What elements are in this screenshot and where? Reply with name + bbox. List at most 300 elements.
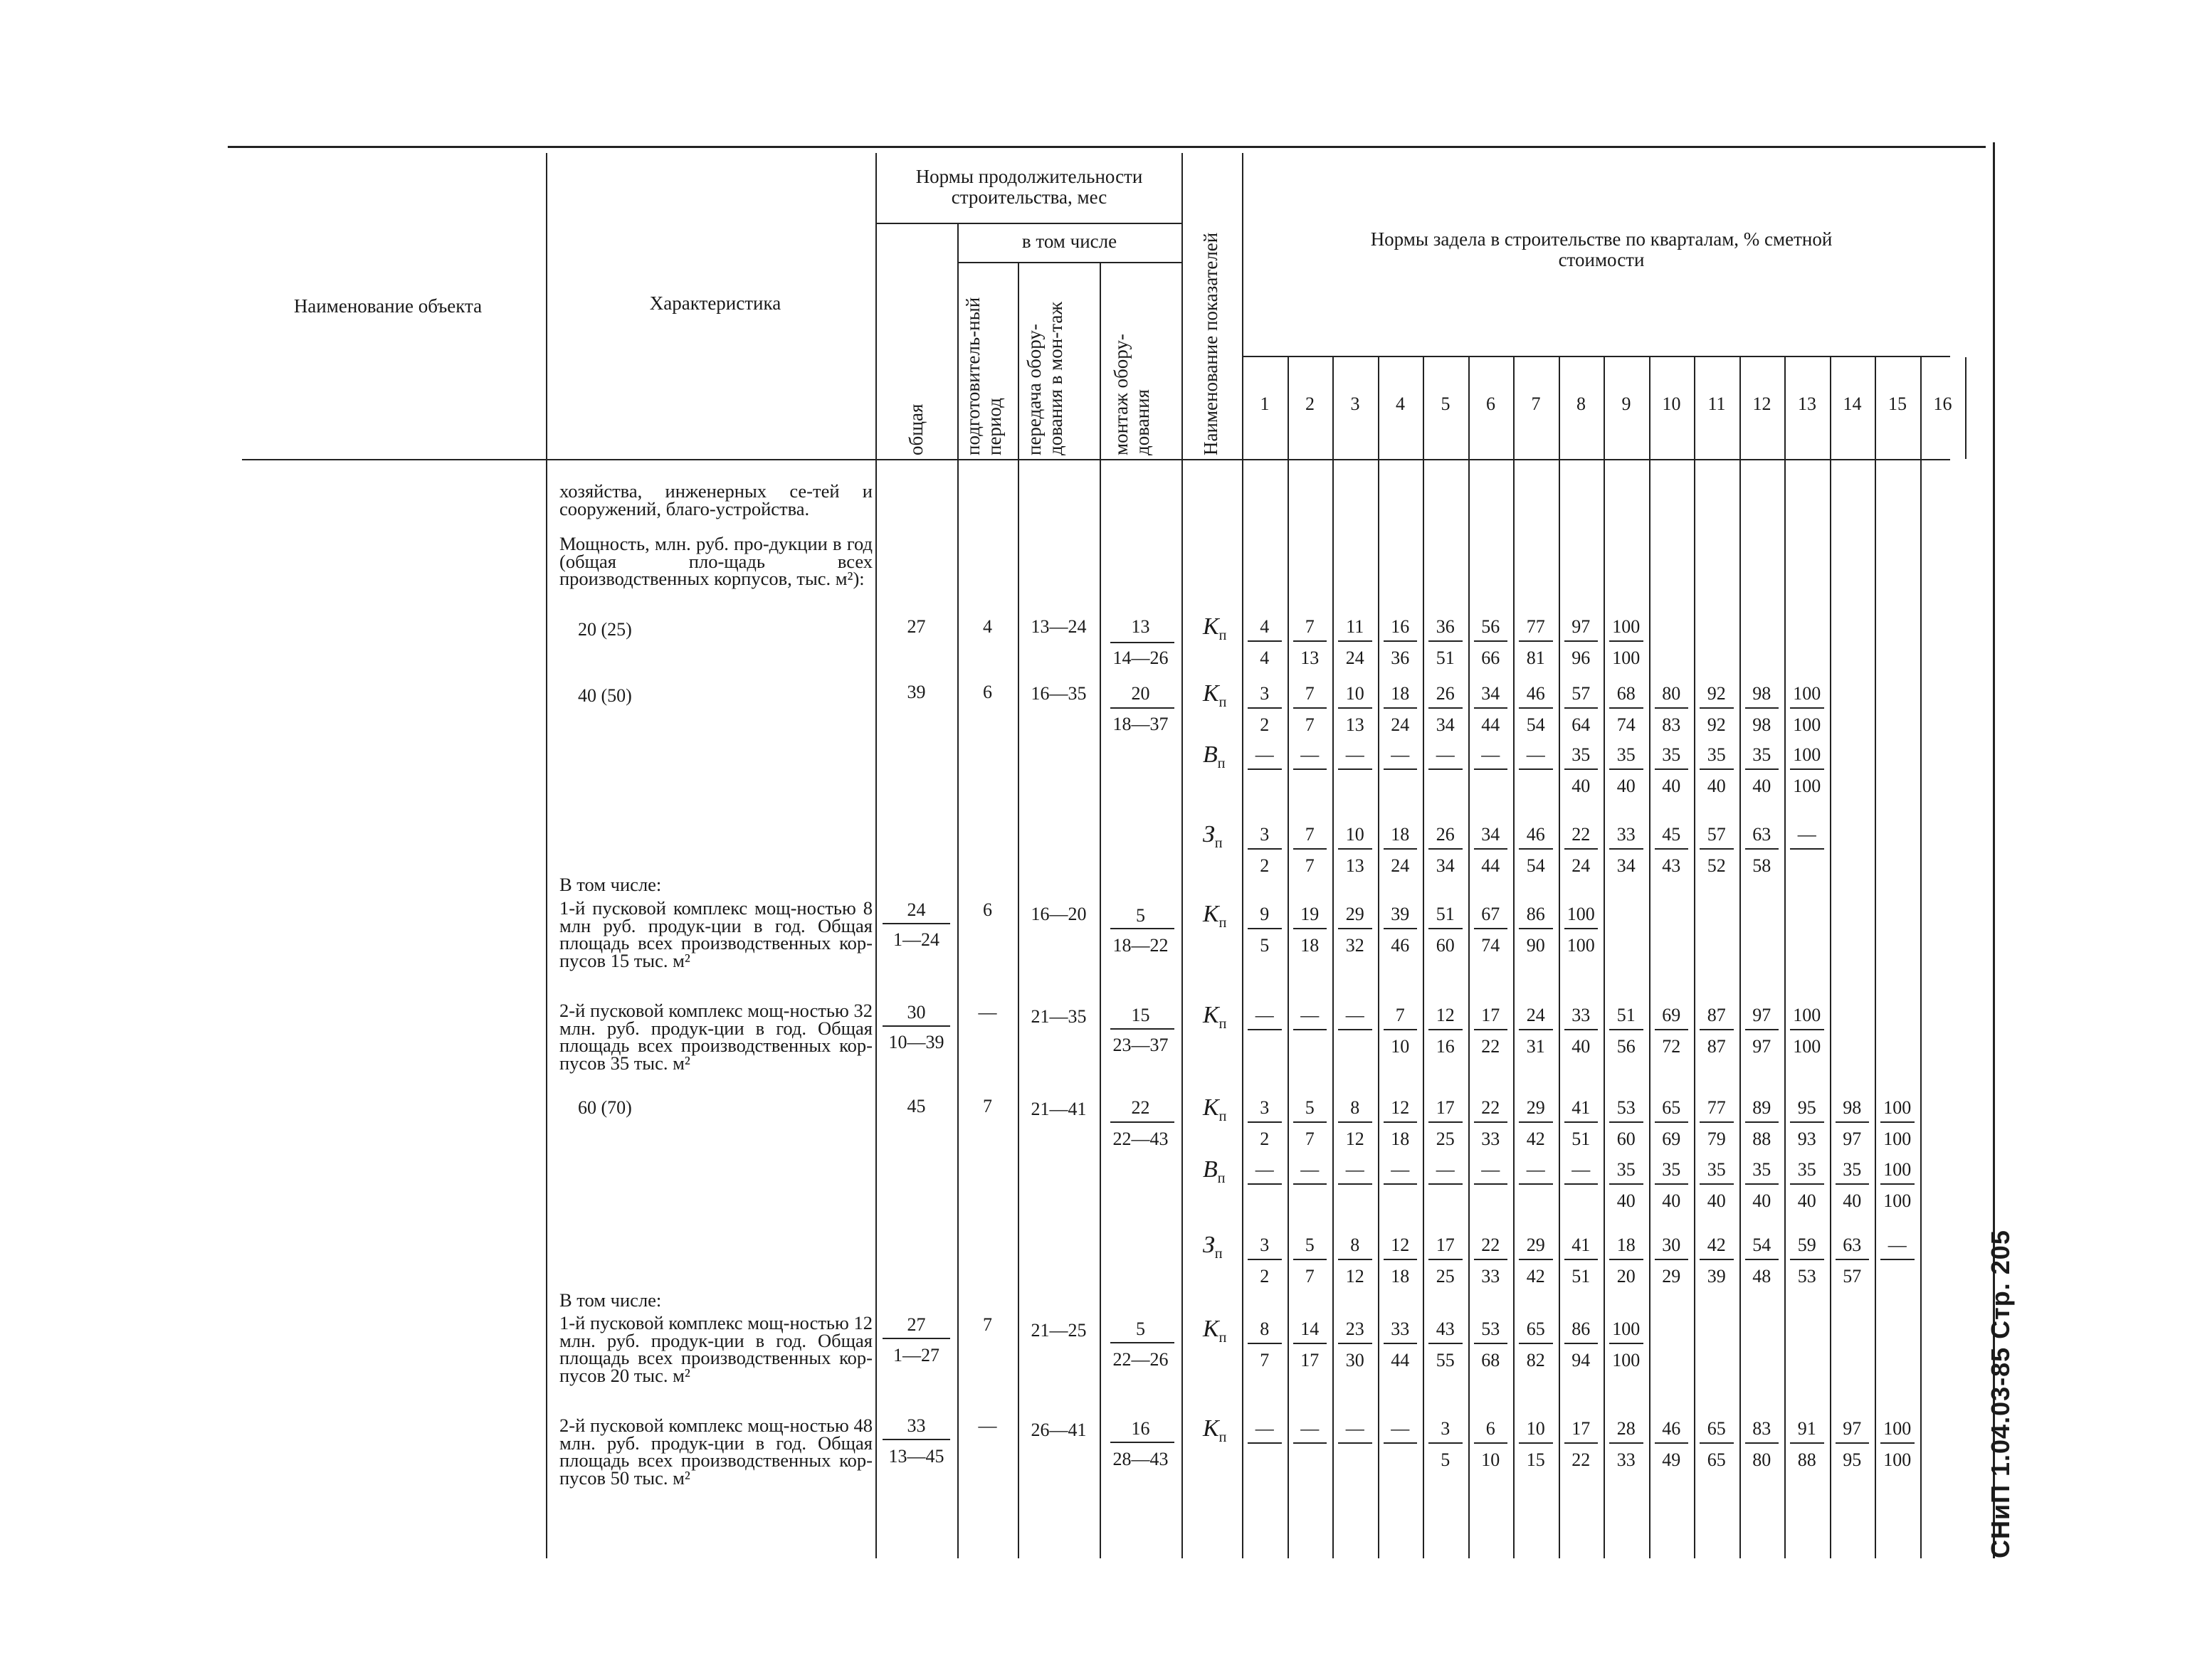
frac-line: [1338, 848, 1372, 850]
backlog-top-value: 22: [1481, 1235, 1500, 1255]
backlog-bottom-value: 90: [1526, 935, 1545, 956]
backlog-top-value: 4: [1260, 616, 1270, 637]
backlog-top-value: —: [1300, 1418, 1320, 1439]
frac-line: [1880, 1183, 1915, 1185]
dur-install-bot: 18—22: [1112, 935, 1169, 956]
dur-total: 27: [907, 616, 926, 637]
frac-line: [1384, 1442, 1418, 1444]
backlog-top-value: —: [1391, 1159, 1410, 1180]
frac-line: [1880, 1259, 1915, 1260]
backlog-top-value: 35: [1616, 1159, 1636, 1180]
backlog-bottom-value: 51: [1571, 1129, 1591, 1149]
backlog-top-value: —: [1436, 744, 1455, 765]
backlog-bottom-value: 72: [1662, 1036, 1681, 1057]
quarter-number: 3: [1350, 393, 1360, 414]
frac-line: [1248, 1442, 1282, 1444]
backlog-top-value: 33: [1391, 1319, 1410, 1339]
frac-line: [1293, 707, 1327, 709]
indicator-symbol: $К_п$: [1203, 1316, 1227, 1346]
quarters-header-rule: [1242, 356, 1950, 357]
backlog-bottom-value: 40: [1616, 1190, 1636, 1211]
quarter-number: 1: [1260, 393, 1270, 414]
backlog-top-value: 10: [1345, 824, 1364, 845]
incl-header-rule: [957, 262, 1181, 263]
frac-line: [1745, 1259, 1779, 1260]
backlog-top-value: 92: [1707, 683, 1726, 704]
backlog-top-value: 30: [1662, 1235, 1681, 1255]
backlog-top-value: —: [1526, 744, 1545, 765]
dur-install-bot: 18—37: [1112, 714, 1169, 734]
backlog-top-value: 18: [1391, 683, 1410, 704]
backlog-bottom-value: 7: [1305, 714, 1315, 735]
frac-line: [1880, 1442, 1915, 1444]
backlog-top-value: 17: [1436, 1097, 1455, 1118]
backlog-top-value: 7: [1395, 1005, 1405, 1025]
backlog-bottom-value: 12: [1345, 1129, 1364, 1149]
frac-line: [1110, 707, 1174, 709]
dur-total-bot: 1—24: [893, 929, 939, 950]
frac-line: [1609, 1343, 1643, 1344]
frac-line: [1655, 1442, 1689, 1444]
backlog-top-value: 35: [1752, 1159, 1771, 1180]
frac-line: [1384, 707, 1418, 709]
backlog-top-value: —: [1345, 1159, 1364, 1180]
backlog-top-value: 100: [1883, 1097, 1912, 1118]
incl-label-1: В том числе:: [559, 874, 662, 895]
dur-install-top: 16: [1131, 1418, 1150, 1439]
backlog-top-value: 24: [1526, 1005, 1545, 1025]
backlog-bottom-value: 29: [1662, 1266, 1681, 1287]
frac-line: [1745, 707, 1779, 709]
frac-line: [1293, 848, 1327, 850]
backlog-top-value: 39: [1391, 904, 1410, 924]
frac-line: [1338, 1121, 1372, 1123]
header-indicator-name: Наименование показателей: [1200, 232, 1221, 455]
char-block2: Мощность, млн. руб. про-дукции в год (общая пло-щадь всех производственных корпусов, тыс. м²):: [559, 533, 873, 589]
backlog-bottom-value: 82: [1526, 1350, 1545, 1370]
backlog-top-value: 10: [1526, 1418, 1545, 1439]
backlog-top-value: 18: [1391, 824, 1410, 845]
quarter-number: 4: [1396, 393, 1405, 414]
quarter-number: 6: [1486, 393, 1495, 414]
frac-line: [1880, 1121, 1915, 1123]
frac-line: [1474, 707, 1508, 709]
backlog-bottom-value: 46: [1391, 935, 1410, 956]
backlog-bottom-value: 52: [1707, 855, 1726, 876]
backlog-top-value: 57: [1707, 824, 1726, 845]
frac-line: [1564, 1121, 1599, 1123]
backlog-bottom-value: 5: [1441, 1449, 1450, 1470]
backlog-bottom-value: 7: [1260, 1350, 1270, 1370]
frac-line: [1428, 1121, 1463, 1123]
backlog-top-value: 80: [1662, 683, 1681, 704]
frac-line: [1110, 1442, 1174, 1443]
backlog-bottom-value: 74: [1481, 935, 1500, 956]
backlog-top-value: 68: [1616, 683, 1636, 704]
dur-install-bot: 22—26: [1112, 1349, 1169, 1370]
backlog-bottom-value: 100: [1612, 648, 1641, 668]
backlog-bottom-value: 98: [1752, 714, 1771, 735]
frac-line: [1338, 1343, 1372, 1344]
frac-line: [1293, 1183, 1327, 1185]
quarter-number: 10: [1662, 393, 1681, 414]
quarter-number: 5: [1441, 393, 1450, 414]
frac-line: [1428, 1259, 1463, 1260]
char-pk2a: 2-й пусковой комплекс мощ-ностью 32 млн. руб. продук-ции в год. Общая площадь всех производственных кор-пусов 35 тыс. м²: [559, 1000, 873, 1074]
dur-total-bot: 13—45: [888, 1446, 944, 1467]
backlog-top-value: 19: [1300, 904, 1320, 924]
backlog-bottom-value: 51: [1571, 1266, 1591, 1287]
backlog-top-value: —: [1300, 744, 1320, 765]
backlog-top-value: 35: [1662, 1159, 1681, 1180]
col-divider: [546, 153, 547, 1558]
backlog-bottom-value: 100: [1883, 1449, 1912, 1470]
frac-line: [1110, 1342, 1174, 1343]
backlog-top-value: 100: [1612, 1319, 1641, 1339]
frac-line: [1428, 928, 1463, 929]
col-divider: [875, 153, 877, 1558]
frac-line: [1655, 1259, 1689, 1260]
frac-line: [1338, 1442, 1372, 1444]
frac-line: [1519, 768, 1553, 770]
backlog-top-value: 59: [1797, 1235, 1816, 1255]
frac-line: [1428, 768, 1463, 770]
backlog-bottom-value: 31: [1526, 1036, 1545, 1057]
backlog-bottom-value: 97: [1843, 1129, 1862, 1149]
backlog-top-value: 65: [1526, 1319, 1545, 1339]
frac-line: [1428, 707, 1463, 709]
backlog-top-value: 33: [1571, 1005, 1591, 1025]
backlog-bottom-value: 7: [1305, 1129, 1315, 1149]
frac-line: [1609, 1259, 1643, 1260]
frac-line: [1745, 1183, 1779, 1185]
col-divider: [1181, 153, 1183, 1558]
backlog-bottom-value: 88: [1752, 1129, 1771, 1149]
frac-line: [1519, 1121, 1553, 1123]
backlog-top-value: 36: [1436, 616, 1455, 637]
frac-line: [1790, 1183, 1824, 1185]
backlog-top-value: 46: [1662, 1418, 1681, 1439]
backlog-bottom-value: 15: [1526, 1449, 1545, 1470]
backlog-bottom-value: 58: [1752, 855, 1771, 876]
dur-install-top: 22: [1131, 1097, 1150, 1118]
backlog-bottom-value: 53: [1797, 1266, 1816, 1287]
frac-line: [1338, 640, 1372, 642]
frac-line: [1519, 707, 1553, 709]
frac-line: [1836, 1442, 1870, 1444]
backlog-top-value: 3: [1260, 824, 1270, 845]
backlog-top-value: 5: [1305, 1097, 1315, 1118]
frac-line: [1474, 1343, 1508, 1344]
quarter-col-divider: [1694, 357, 1695, 1558]
quarter-number: 8: [1576, 393, 1586, 414]
backlog-top-value: 3: [1260, 1097, 1270, 1118]
backlog-top-value: 86: [1571, 1319, 1591, 1339]
header-duration-norms: Нормы продолжительности строительства, мес: [915, 166, 1143, 208]
frac-line: [1609, 1442, 1643, 1444]
frac-line: [1110, 928, 1174, 929]
dur-install-top: 20: [1131, 683, 1150, 704]
frac-line: [1338, 1259, 1372, 1260]
backlog-top-value: —: [1391, 744, 1410, 765]
backlog-bottom-value: 40: [1843, 1190, 1862, 1211]
dur-transfer: 26—41: [1031, 1420, 1087, 1440]
dur-transfer: 21—25: [1031, 1320, 1087, 1341]
frac-line: [1293, 1029, 1327, 1030]
frac-line: [1248, 1343, 1282, 1344]
dur-prep: 7: [983, 1314, 992, 1335]
backlog-top-value: —: [1255, 1418, 1274, 1439]
frac-line: [1700, 707, 1734, 709]
frac-line: [1248, 928, 1282, 929]
backlog-bottom-value: 13: [1300, 648, 1320, 668]
backlog-top-value: 12: [1436, 1005, 1455, 1025]
backlog-top-value: 51: [1616, 1005, 1636, 1025]
backlog-top-value: —: [1526, 1159, 1545, 1180]
backlog-top-value: 3: [1260, 1235, 1270, 1255]
quarter-col-divider: [1468, 357, 1470, 1558]
backlog-bottom-value: 7: [1305, 1266, 1315, 1287]
incl-label-2: В том числе:: [559, 1289, 662, 1311]
frac-line: [1609, 1029, 1643, 1030]
frac-line: [1745, 1121, 1779, 1123]
backlog-top-value: 35: [1752, 744, 1771, 765]
backlog-bottom-value: 40: [1571, 776, 1591, 796]
backlog-bottom-value: 40: [1797, 1190, 1816, 1211]
indicator-symbol: $К_п$: [1203, 613, 1227, 643]
backlog-bottom-value: 20: [1616, 1266, 1636, 1287]
dur-prep: —: [978, 1415, 997, 1436]
frac-line: [1248, 1183, 1282, 1185]
backlog-bottom-value: 40: [1752, 1190, 1771, 1211]
dur-total-bot: 10—39: [888, 1032, 944, 1052]
frac-line: [1519, 1029, 1553, 1030]
frac-line: [1564, 707, 1599, 709]
quarter-number: 9: [1621, 393, 1631, 414]
char-pk1b: 1-й пусковой комплекс мощ-ностью 12 млн. руб. продук-ции в год. Общая площадь всех производственных кор-пусов 20 тыс. м²: [559, 1312, 873, 1386]
backlog-bottom-value: 36: [1391, 648, 1410, 668]
backlog-bottom-value: 24: [1571, 855, 1591, 876]
quarter-col-divider: [1378, 357, 1379, 1558]
dur-prep: 6: [983, 682, 992, 702]
backlog-top-value: 86: [1526, 904, 1545, 924]
frac-line: [1700, 1442, 1734, 1444]
col-divider: [1018, 263, 1019, 1558]
quarter-col-divider: [1288, 357, 1289, 1558]
frac-line: [1293, 1259, 1327, 1260]
backlog-top-value: 26: [1436, 824, 1455, 845]
backlog-top-value: 46: [1526, 824, 1545, 845]
frac-line: [1519, 1442, 1553, 1444]
frac-line: [1248, 848, 1282, 850]
frac-line: [1293, 640, 1327, 642]
dur-transfer: 21—35: [1031, 1006, 1087, 1027]
backlog-top-value: 35: [1616, 744, 1636, 765]
backlog-bottom-value: 87: [1707, 1036, 1726, 1057]
frac-line: [1609, 1121, 1643, 1123]
frac-line: [1384, 928, 1418, 929]
frac-line: [1564, 928, 1599, 929]
backlog-top-value: 28: [1616, 1418, 1636, 1439]
frac-line: [1564, 1442, 1599, 1444]
backlog-top-value: 42: [1707, 1235, 1726, 1255]
backlog-top-value: 100: [1793, 1005, 1821, 1025]
quarter-col-divider: [1423, 357, 1424, 1558]
backlog-top-value: 34: [1481, 683, 1500, 704]
dur-install-top: 13: [1131, 616, 1150, 637]
backlog-bottom-value: 92: [1707, 714, 1726, 735]
frac-line: [1474, 1442, 1508, 1444]
frac-line: [1248, 707, 1282, 709]
backlog-bottom-value: 44: [1481, 855, 1500, 876]
frac-line: [1655, 1029, 1689, 1030]
frac-line: [1338, 1029, 1372, 1030]
quarter-number: 15: [1888, 393, 1907, 414]
backlog-bottom-value: 80: [1752, 1449, 1771, 1470]
quarter-col-divider: [1559, 357, 1560, 1558]
frac-line: [1655, 707, 1689, 709]
frac-line: [1790, 1442, 1824, 1444]
duration-header-rule: [875, 223, 1181, 224]
frac-line: [1384, 768, 1418, 770]
frac-line: [1836, 1183, 1870, 1185]
dur-total: 39: [907, 682, 926, 702]
frac-line: [1700, 1121, 1734, 1123]
backlog-bottom-value: 22: [1481, 1036, 1500, 1057]
backlog-bottom-value: 33: [1616, 1449, 1636, 1470]
dur-prep: —: [978, 1002, 997, 1023]
backlog-bottom-value: 4: [1260, 648, 1270, 668]
backlog-top-value: —: [1345, 744, 1364, 765]
frac-line: [1790, 707, 1824, 709]
frac-line: [1293, 768, 1327, 770]
backlog-top-value: 63: [1752, 824, 1771, 845]
backlog-top-value: 14: [1300, 1319, 1320, 1339]
backlog-top-value: 17: [1571, 1418, 1591, 1439]
backlog-top-value: 100: [1567, 904, 1595, 924]
backlog-bottom-value: 83: [1662, 714, 1681, 735]
frac-line: [1519, 1183, 1553, 1185]
frac-line: [1110, 1121, 1174, 1123]
backlog-top-value: 12: [1391, 1097, 1410, 1118]
backlog-bottom-value: 10: [1391, 1036, 1410, 1057]
backlog-top-value: 17: [1481, 1005, 1500, 1025]
backlog-bottom-value: 40: [1616, 776, 1636, 796]
backlog-top-value: 53: [1481, 1319, 1500, 1339]
backlog-top-value: 33: [1616, 824, 1636, 845]
backlog-top-value: 97: [1571, 616, 1591, 637]
backlog-bottom-value: 34: [1436, 855, 1455, 876]
backlog-top-value: 51: [1436, 904, 1455, 924]
backlog-bottom-value: 40: [1571, 1036, 1591, 1057]
indicator-symbol: $К_п$: [1203, 1415, 1227, 1445]
backlog-top-value: 34: [1481, 824, 1500, 845]
backlog-bottom-value: 34: [1436, 714, 1455, 735]
backlog-top-value: 7: [1305, 683, 1315, 704]
frac-line: [883, 1439, 950, 1440]
frac-line: [1519, 640, 1553, 642]
backlog-top-value: 91: [1797, 1418, 1816, 1439]
backlog-top-value: 35: [1707, 1159, 1726, 1180]
dur-transfer: 21—41: [1031, 1099, 1087, 1119]
indicator-symbol: $З_п$: [1203, 1232, 1223, 1262]
backlog-bottom-value: 16: [1436, 1036, 1455, 1057]
indicator-symbol: $К_п$: [1203, 1002, 1227, 1032]
frac-line: [1338, 768, 1372, 770]
top-rule: [228, 146, 1986, 148]
backlog-bottom-value: 97: [1752, 1036, 1771, 1057]
backlog-top-value: —: [1345, 1005, 1364, 1025]
quarter-number: 2: [1305, 393, 1315, 414]
frac-line: [1700, 1259, 1734, 1260]
header-incl: в том числе: [1021, 231, 1117, 252]
frac-line: [1293, 1343, 1327, 1344]
backlog-bottom-value: 32: [1345, 935, 1364, 956]
cap-40: 40 (50): [578, 685, 632, 706]
backlog-bottom-value: 88: [1797, 1449, 1816, 1470]
backlog-top-value: 45: [1662, 824, 1681, 845]
frac-line: [1745, 848, 1779, 850]
backlog-top-value: 98: [1843, 1097, 1862, 1118]
dur-install-top: 15: [1131, 1005, 1150, 1025]
backlog-top-value: 18: [1616, 1235, 1636, 1255]
backlog-bottom-value: 43: [1662, 855, 1681, 876]
backlog-bottom-value: 74: [1616, 714, 1636, 735]
frac-line: [1384, 1029, 1418, 1030]
backlog-top-value: 3: [1260, 683, 1270, 704]
backlog-top-value: 89: [1752, 1097, 1771, 1118]
backlog-top-value: 35: [1707, 744, 1726, 765]
frac-line: [1790, 1259, 1824, 1260]
backlog-top-value: 29: [1526, 1097, 1545, 1118]
frac-line: [1248, 1029, 1282, 1030]
backlog-bottom-value: 56: [1616, 1036, 1636, 1057]
backlog-bottom-value: 22: [1571, 1449, 1591, 1470]
char-pk2b: 2-й пусковой комплекс мощ-ностью 48 млн. руб. продук-ции в год. Общая площадь всех производственных кор-пусов 50 тыс. м²: [559, 1415, 873, 1489]
quarter-number: 14: [1843, 393, 1862, 414]
backlog-top-value: 53: [1616, 1097, 1636, 1118]
backlog-top-value: 83: [1752, 1418, 1771, 1439]
dur-install-bot: 22—43: [1112, 1129, 1169, 1149]
backlog-top-value: 46: [1526, 683, 1545, 704]
indicator-symbol: $К_п$: [1203, 901, 1227, 931]
frac-line: [1609, 768, 1643, 770]
frac-line: [1428, 1442, 1463, 1444]
backlog-top-value: 57: [1571, 683, 1591, 704]
backlog-top-value: 100: [1793, 744, 1821, 765]
backlog-top-value: 29: [1345, 904, 1364, 924]
frac-line: [1790, 848, 1824, 850]
frac-line: [1293, 1121, 1327, 1123]
dur-install-bot: 14—26: [1112, 648, 1169, 668]
quarter-col-divider: [1604, 357, 1605, 1558]
cap-60: 60 (70): [578, 1097, 632, 1118]
backlog-bottom-value: 2: [1260, 855, 1270, 876]
backlog-bottom-value: 5: [1260, 935, 1270, 956]
frac-line: [1564, 1029, 1599, 1030]
backlog-top-value: 3: [1441, 1418, 1450, 1439]
frac-line: [1384, 640, 1418, 642]
cap-20: 20 (25): [578, 619, 632, 640]
backlog-bottom-value: 24: [1345, 648, 1364, 668]
quarter-number: 13: [1798, 393, 1816, 414]
backlog-top-value: 16: [1391, 616, 1410, 637]
backlog-bottom-value: 100: [1612, 1350, 1641, 1370]
backlog-top-value: 54: [1752, 1235, 1771, 1255]
dur-total-top: 30: [907, 1002, 926, 1023]
dur-total-top: 24: [907, 899, 926, 920]
backlog-bottom-value: 49: [1662, 1449, 1681, 1470]
